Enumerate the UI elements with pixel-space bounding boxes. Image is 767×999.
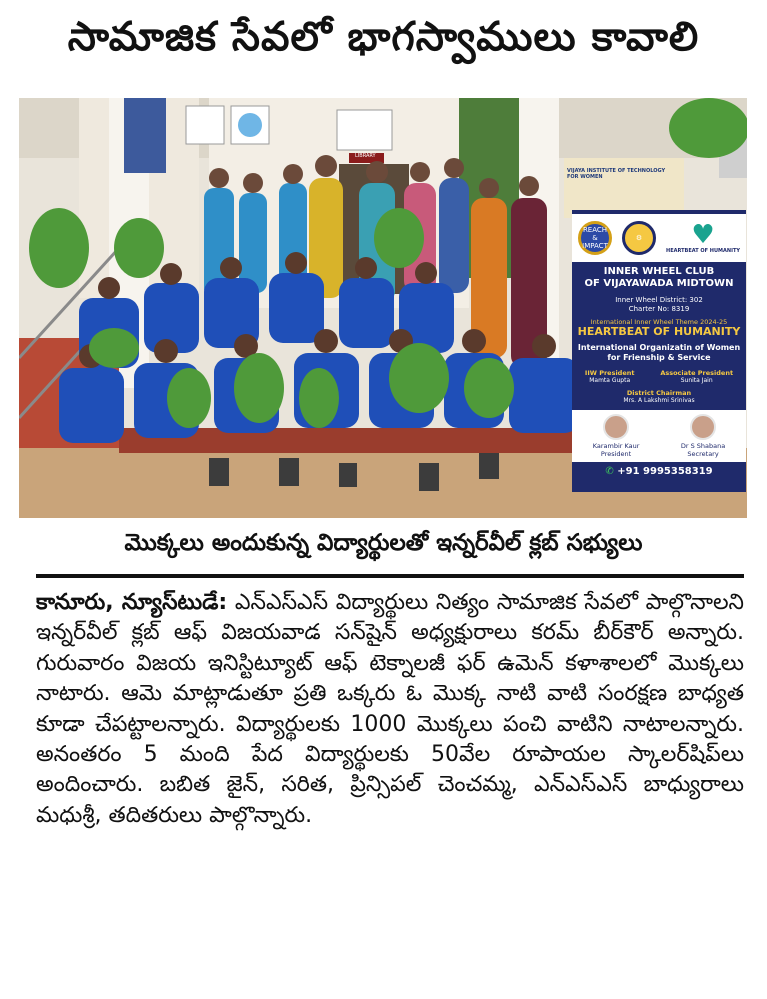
district-chairman-name: Mrs. A Lakshmi Srinivas	[623, 397, 695, 404]
club-name-line2: OF VIJAYAWADA MIDTOWN	[584, 278, 734, 289]
officers-row	[572, 410, 746, 462]
associate-president-name: Sunita Jain	[680, 377, 713, 384]
article-body	[36, 588, 744, 831]
district-number: Inner Wheel District: 302	[615, 296, 703, 304]
district-info	[572, 296, 746, 314]
photo-caption: మొక్కలు అందుకున్న విద్యార్థులతో ఇన్నర్‌వీల్ క్లబ్ సభ్యులు	[124, 530, 643, 556]
iiw-president-name: Mamta Gupta	[589, 377, 631, 384]
club-name-line1: INNER WHEEL CLUB	[603, 266, 715, 277]
club-name	[572, 266, 746, 290]
officer-president	[593, 414, 640, 458]
caption-divider	[36, 574, 744, 578]
phone-number	[572, 466, 746, 477]
headline: సామాజిక సేవలో భాగస్వాములు కావాలి	[67, 14, 700, 60]
organization-tagline	[572, 343, 746, 363]
theme-title: HEARTBEAT OF HUMANITY	[577, 325, 741, 338]
avatar	[690, 414, 716, 440]
news-photo	[19, 98, 747, 518]
presidents-row	[572, 369, 746, 384]
banner-logos	[572, 214, 746, 262]
officer-role: Secretary	[687, 450, 719, 458]
article-dateline: కానూరు, న్యూస్‌టుడే:	[36, 590, 228, 615]
phone-text: +91 9995358319	[617, 466, 713, 477]
org-line2: for Frienship & Service	[607, 353, 711, 362]
charter-number: Charter No: 8319	[628, 305, 690, 313]
building-sign: VIJAYA INSTITUTE OF TECHNOLOGY FOR WOMEN	[567, 168, 666, 180]
iiw-president	[585, 369, 635, 384]
heartbeat-logo-text: HEARTBEAT OF HUMANITY	[666, 248, 740, 254]
district-chairman	[572, 389, 746, 404]
associate-president	[660, 369, 733, 384]
district-chairman-label: District Chairman	[626, 389, 692, 397]
officer-name: Dr S Shabana	[680, 442, 726, 450]
heartbeat-logo-icon: ♥ HEARTBEAT OF HUMANITY	[666, 220, 740, 254]
org-line1: International Organizatin of Women	[577, 343, 741, 352]
officer-name: Karambir Kaur	[592, 442, 640, 450]
associate-president-label: Associate President	[660, 369, 734, 377]
reach-impact-logo-icon: REACH & IMPACT	[578, 221, 612, 255]
officer-role: President	[600, 450, 632, 458]
door-sign: LIBRARY	[355, 153, 376, 159]
club-banner	[572, 210, 746, 492]
theme-label: International Inner Wheel Theme 2024-25	[590, 318, 728, 326]
article-text: ఎన్ఎస్ఎస్ విద్యార్థులు నిత్యం సామాజిక సేవలో పాల్గొనాలని ఇన్నర్‌వీల్ క్లబ్ ఆఫ్ విజయవాడ సన్‌షైన్ అధ్యక్షురాలు కరమ్ బీర్‌కౌర్ అన్నారు. గురువారం విజయ ఇనిస్టిట్యూట్ ఆఫ్ టెక్నాలజీ ఫర్ ఉమెన్ కళాశాలలో మొక్కలు నాటారు. ఆమె మాట్లాడుతూ ప్రతి ఒక్కరు ఓ మొక్క నాటి వాటి సంరక్షణ బాధ్యత కూడా చేపట్టాలన్నారు. విద్యార్థులకు 1000 మొక్కలు పంచి వాటిని నాటాలన్నారు. అనంతరం 5 మంది పేద విద్యార్థులకు 50వేల రూపాయల స్కాలర్‌షిప్‌లు అందించారు. బబిత జైన్, సరిత, ప్రిన్సిపల్ చెంచమ్మ, ఎన్ఎస్ఎస్ బాధ్యురాలు మధుశ్రీ, తదితరులు పాల్గొన్నారు.	[36, 590, 744, 828]
avatar	[603, 414, 629, 440]
inner-wheel-emblem-icon: ⚙	[622, 221, 656, 255]
officer-secretary	[681, 414, 725, 458]
whatsapp-icon: ✆	[605, 466, 614, 477]
iiw-president-label: IIW President	[584, 369, 635, 377]
